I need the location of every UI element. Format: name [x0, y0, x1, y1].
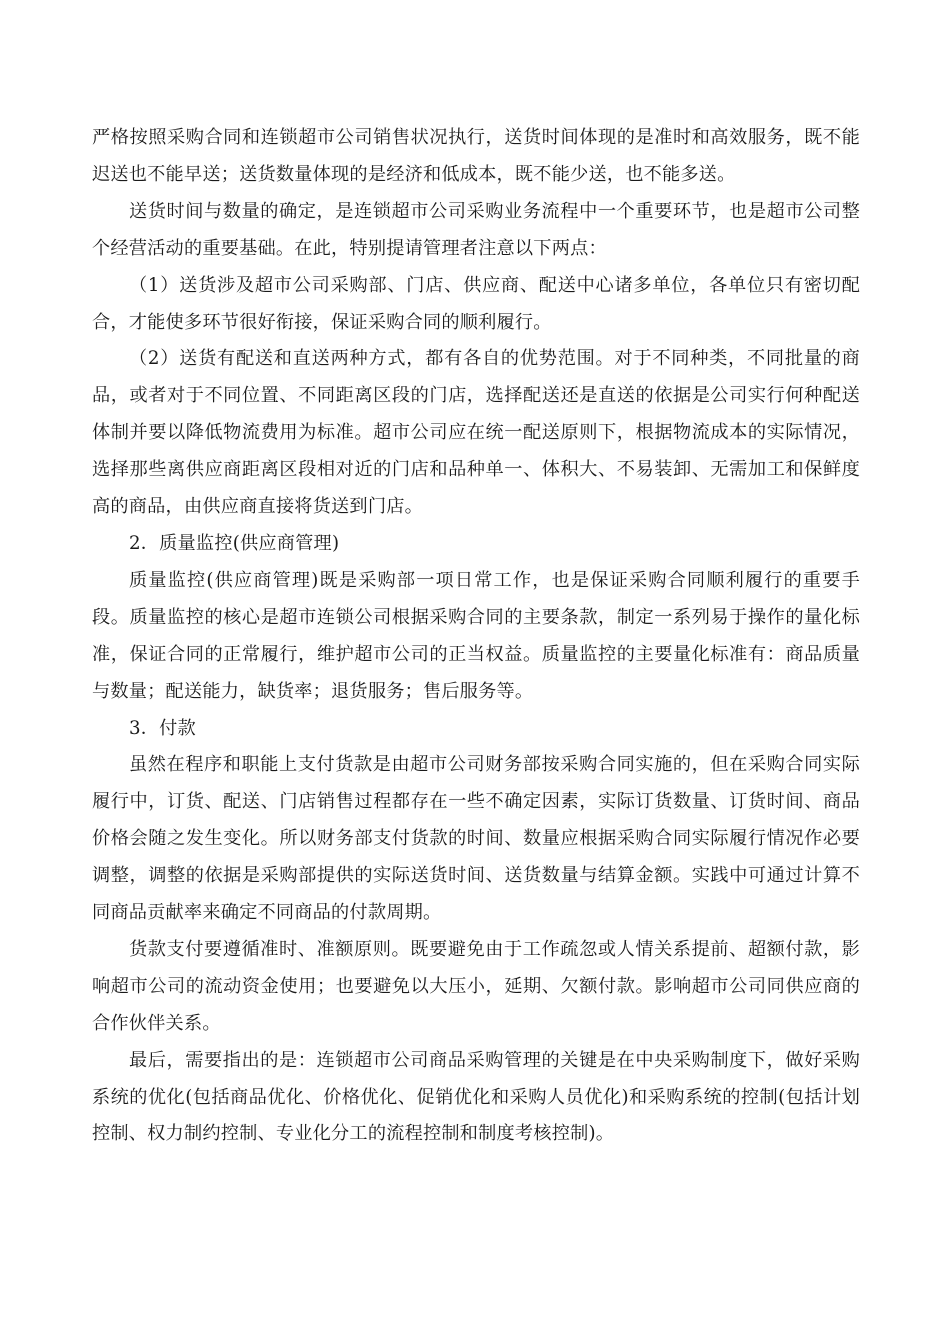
- section-heading-payment: 3．付款: [129, 717, 196, 739]
- paragraph-quality-monitoring: 质量监控(供应商管理)既是采购部一项日常工作，也是保证采购合同顺利履行的重要手段。质量监控的核心是超市连锁公司根据采购合同的主要条款，制定一系列易于操作的量化标准，保证合同的正常履行，维护超市公司的正当权益。质量监控的主要量化标准有：商品质量与数量；配送能力，缺货率；退货服务；售后服务等。: [92, 569, 860, 702]
- paragraph-delivery-importance: 送货时间与数量的确定，是连锁超市公司采购业务流程中一个重要环节，也是超市公司整个经营活动的重要基础。在此，特别提请管理者注意以下两点：: [92, 200, 860, 259]
- paragraph-point-2: （2）送货有配送和直送两种方式，都有各自的优势范围。对于不同种类，不同批量的商品，或者对于不同位置、不同距离区段的门店，选择配送还是直送的依据是公司实行何种配送体制并要以降低物流费用为标准。超市公司应在统一配送原则下，根据物流成本的实际情况，选择那些离供应商距离区段相对近的门店和品种单一、体积大、不易装卸、无需加工和保鲜度高的商品，由供应商直接将货送到门店。: [92, 348, 860, 518]
- paragraph-delivery-execution: 严格按照采购合同和连锁超市公司销售状况执行，送货时间体现的是准时和高效服务，既不能迟送也不能早送；送货数量体现的是经济和低成本，既不能少送，也不能多送。: [92, 127, 860, 185]
- section-heading-quality-monitoring: 2．质量监控(供应商管理): [129, 532, 340, 554]
- document-body: [92, 120, 860, 1153]
- paragraph-payment-principles: 货款支付要遵循准时、准额原则。既要避免由于工作疏忽或人情关系提前、超额付款，影响超市公司的流动资金使用；也要避免以大压小，延期、欠额付款。影响超市公司同供应商的合作伙伴关系。: [92, 938, 860, 1034]
- paragraph-payment-process: 虽然在程序和职能上支付货款是由超市公司财务部按采购合同实施的，但在采购合同实际履行中，订货、配送、门店销售过程都存在一些不确定因素，实际订货数量、订货时间、商品价格会随之发生变化。所以财务部支付货款的时间、数量应根据采购合同实际履行情况作必要调整，调整的依据是采购部提供的实际送货时间、送货数量与结算金额。实践中可通过计算不同商品贡献率来确定不同商品的付款周期。: [92, 754, 860, 924]
- paragraph-point-1: （1）送货涉及超市公司采购部、门店、供应商、配送中心诸多单位，各单位只有密切配合，才能使多环节很好衔接，保证采购合同的顺利履行。: [92, 274, 860, 333]
- paragraph-conclusion: 最后，需要指出的是：连锁超市公司商品采购管理的关键是在中央采购制度下，做好采购系统的优化(包括商品优化、价格优化、促销优化和采购人员优化)和采购系统的控制(包括计划控制、权力制约控制、专业化分工的流程控制和制度考核控制)。: [92, 1049, 860, 1145]
